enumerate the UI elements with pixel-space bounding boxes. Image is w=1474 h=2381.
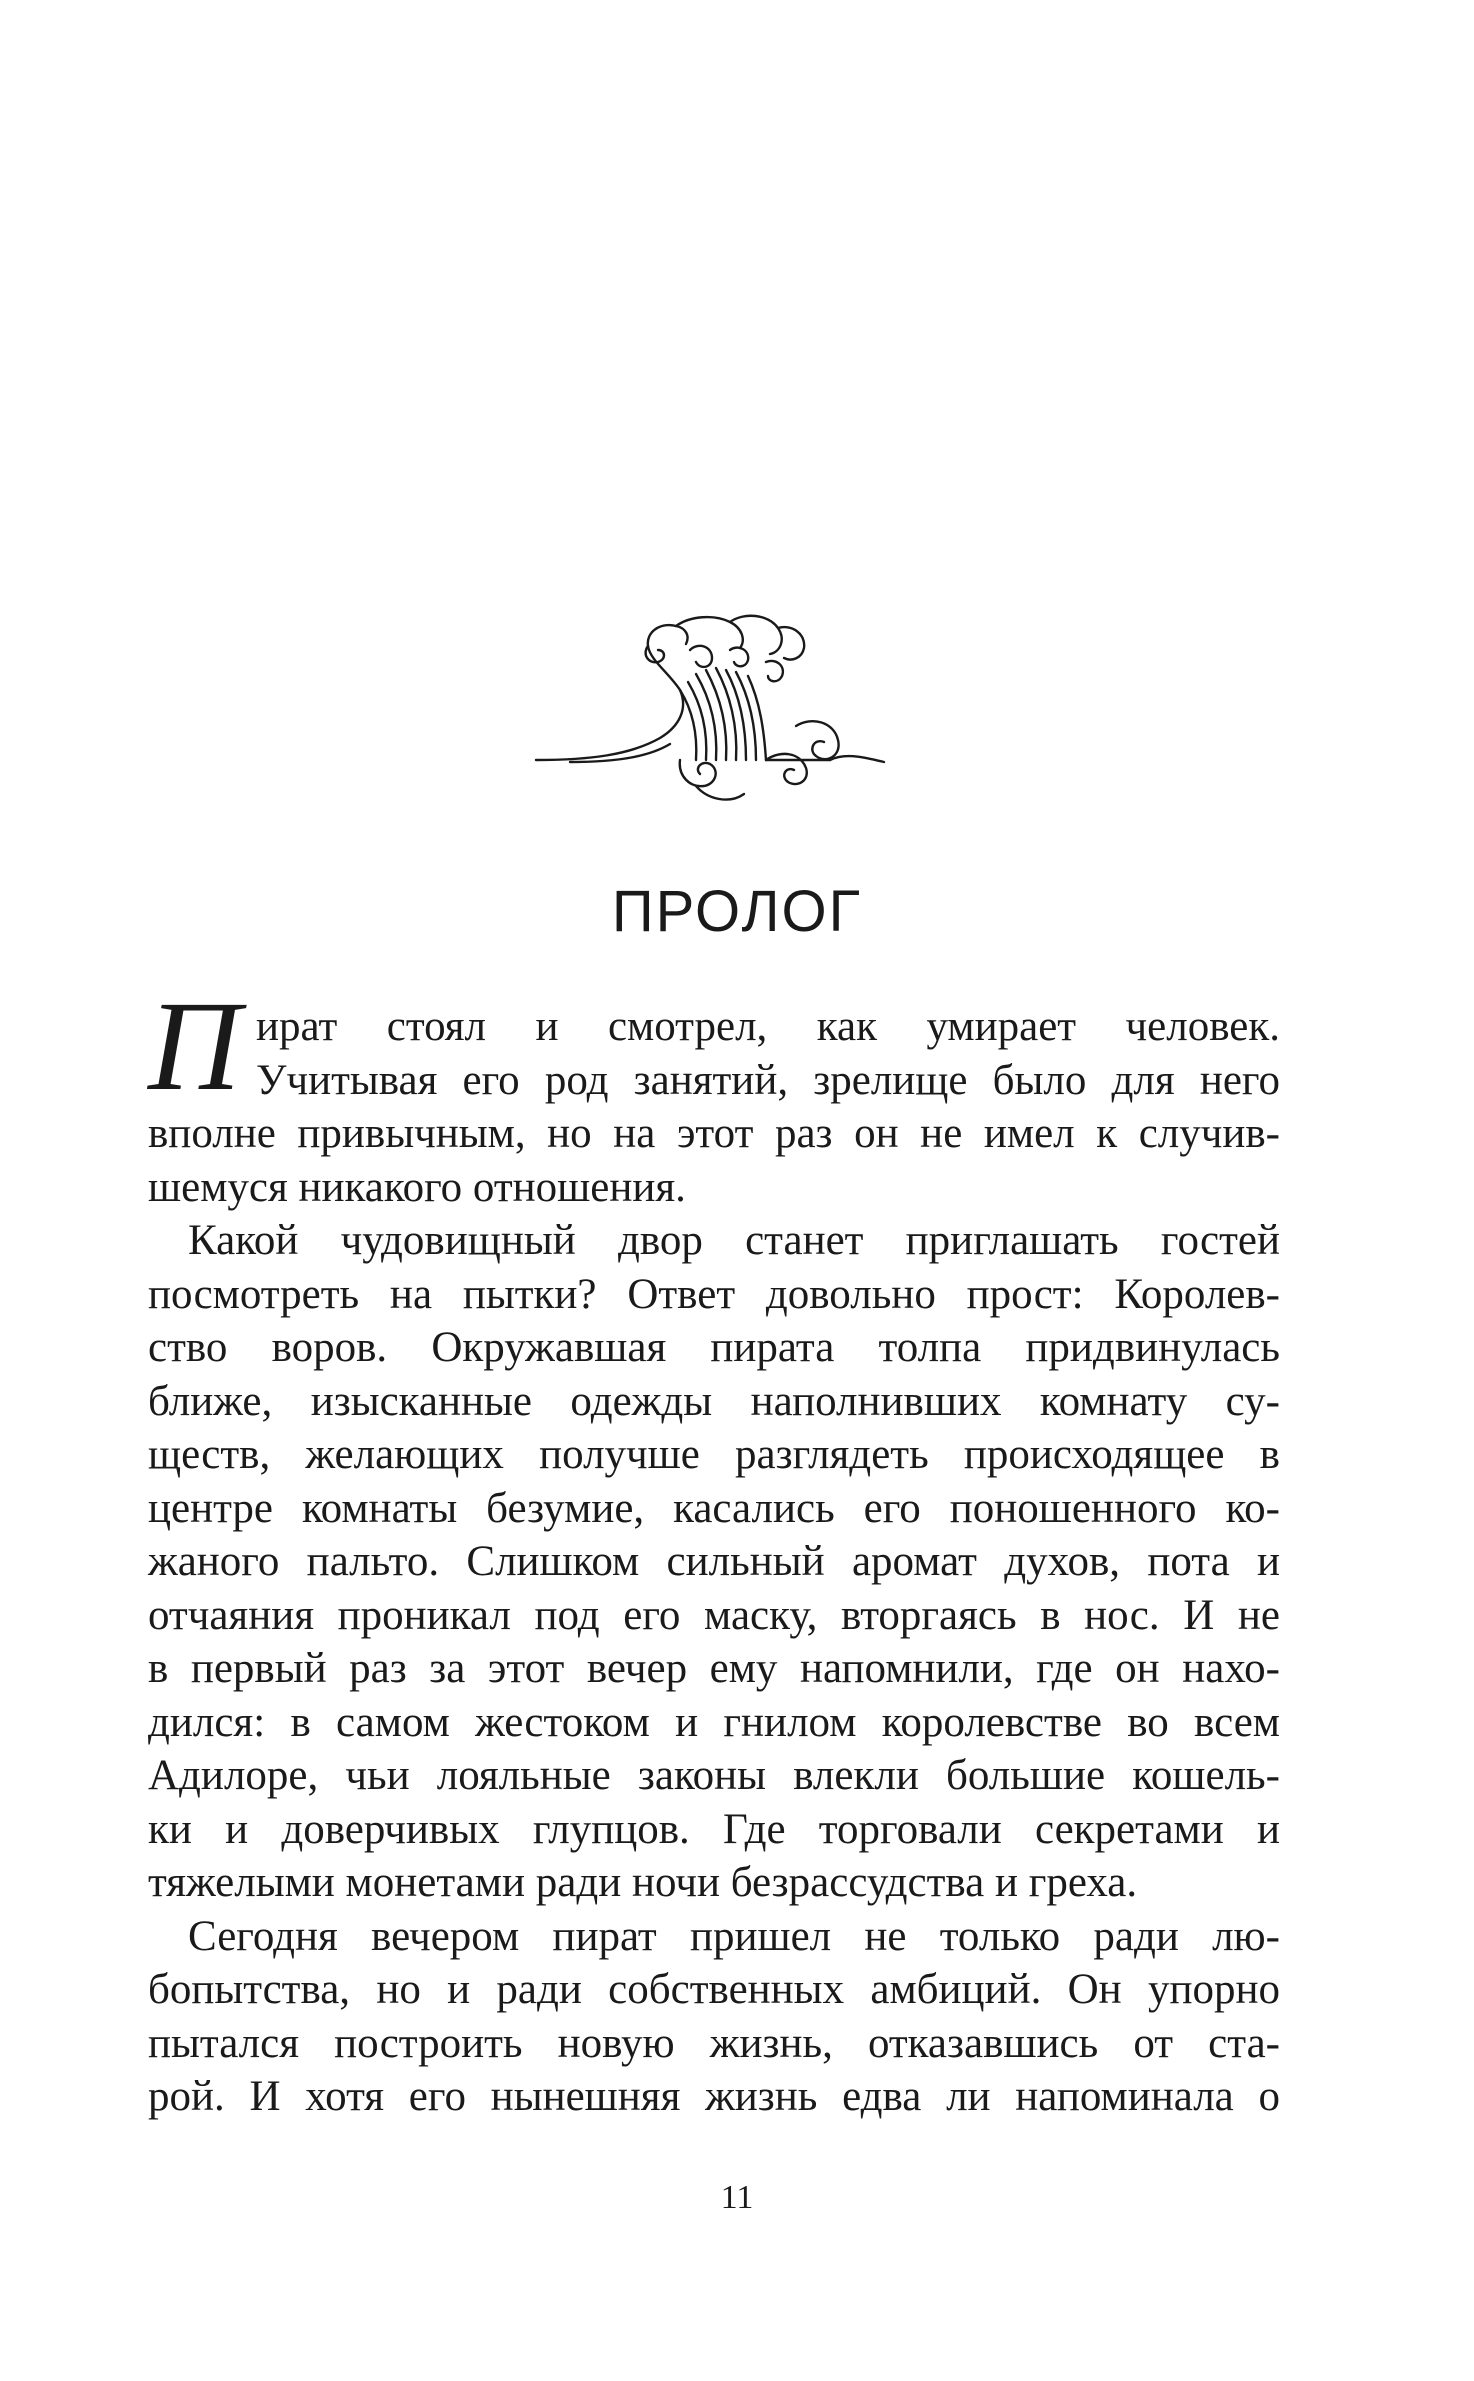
text-line: вполне привычным, но на этот раз он не имел к случив- [148, 1110, 1280, 1157]
page-number: 11 [720, 2179, 754, 2216]
text-line: отчаяния проникал под его маску, вторгаясь в нос. И не [148, 1591, 1280, 1639]
text-line: шемуся никакого отношения. [148, 1163, 686, 1211]
text-line: в первый раз за этот вечер ему напомнили, где он нахо- [148, 1645, 1280, 1692]
wave-ornament-icon [530, 610, 890, 810]
text-line: Сегодня вечером пират пришел не только ради лю- [188, 1912, 1280, 1960]
text-line: ки и доверчивых глупцов. Где торговали секретами и [148, 1805, 1280, 1853]
text-line: тяжелыми монетами ради ночи безрассудства и греха. [148, 1859, 1138, 1906]
text-line: бопытства, но и ради собственных амбиций. Он упорно [148, 1966, 1280, 2013]
text-line: жаного пальто. Слишком сильный аромат духов, пота и [148, 1538, 1280, 1585]
text-line: ближе, изысканные одежды наполнивших комнату су- [148, 1377, 1280, 1425]
text-line: ират стоял и смотрел, как умирает человек. [256, 1003, 1280, 1050]
text-line: ство воров. Окружавшая пирата толпа придвинулась [148, 1324, 1280, 1371]
text-line: Адилоре, чьи лояльные законы влекли большие кошель- [148, 1752, 1280, 1799]
text-line: посмотреть на пытки? Ответ довольно прост: Королев- [148, 1270, 1280, 1318]
text-line: пытался построить новую жизнь, отказавшись от ста- [148, 2019, 1280, 2067]
text-line: дился: в самом жестоком и гнилом королевстве во всем [148, 1698, 1280, 1746]
chapter-title: ПРОЛОГ [611, 879, 863, 944]
text-line: Какой чудовищный двор станет приглашать гостей [188, 1217, 1280, 1264]
drop-cap: П [148, 975, 241, 1117]
text-line: рой. И хотя его нынешняя жизнь едва ли напоминала о [148, 2073, 1280, 2120]
text-line: центре комнаты безумие, касались его поношенного ко- [148, 1484, 1280, 1532]
text-line: ществ, желающих получше разглядеть происходящее в [148, 1431, 1280, 1478]
text-line: Учитывая его род занятий, зрелище было для него [256, 1056, 1280, 1104]
body-text [148, 1000, 1280, 2124]
